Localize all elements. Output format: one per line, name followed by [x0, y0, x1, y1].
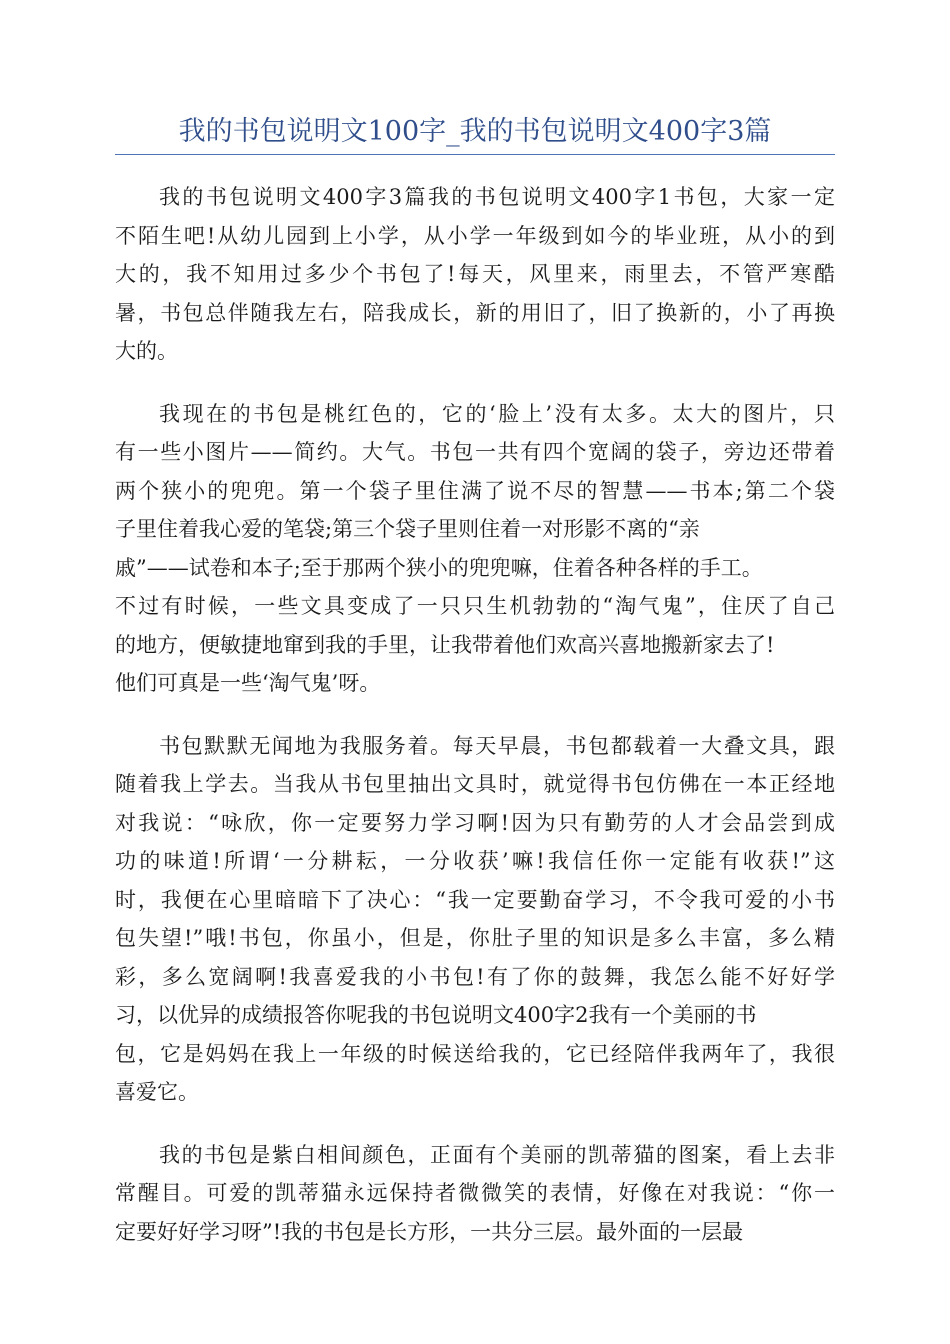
paragraph-3: [115, 727, 835, 1112]
text-line: 时，我便在心里暗暗下了决心：“我一定要勤奋学习，不令我可爱的小书: [115, 887, 835, 912]
document-body: [115, 178, 835, 1275]
text-line: 我的书包说明文400字3篇我的书包说明文400字1书包，大家一定: [159, 185, 835, 209]
text-line: 常醒目。可爱的凯蒂猫永远保持者微微笑的表情，好像在对我说：“你一: [115, 1181, 835, 1205]
text-line: 我的书包是紫白相间颜色，正面有个美丽的凯蒂猫的图案，看上去非: [159, 1142, 835, 1167]
text-line: 子里住着我心爱的笔袋;第三个袋子里则住着一对形影不离的“亲: [115, 517, 700, 541]
text-line: 随着我上学去。当我从书包里抽出文具时，就觉得书包仿佛在一本正经地: [115, 772, 835, 796]
paragraph-4: [115, 1136, 835, 1252]
text-line: 习，以优异的成绩报答你呢我的书包说明文400字2我有一个美丽的书: [115, 1003, 757, 1027]
text-line: 不陌生吧!从幼儿园到上小学，从小学一年级到如今的毕业班，从小的到: [115, 223, 835, 248]
text-line: 大的，我不知用过多少个书包了!每天，风里来，雨里去，不管严寒酷: [115, 262, 835, 286]
text-line: 包失望!”哦!书包，你虽小，但是，你肚子里的知识是多么丰富，多么精: [115, 926, 835, 950]
text-line: 的地方，便敏捷地窜到我的手里，让我带着他们欢高兴喜地搬新家去了!: [115, 632, 775, 657]
text-line: 有一些小图片——简约。大气。书包一共有四个宽阔的袋子，旁边还带着: [115, 440, 835, 464]
text-line: 定要好好学习呀”!我的书包是长方形，一共分三层。最外面的一层最: [115, 1219, 744, 1244]
text-line: 书包默默无闻地为我服务着。每天早晨，书包都载着一大叠文具，跟: [159, 733, 835, 758]
paragraph-2: [115, 395, 835, 703]
text-line: 对我说：“咏欣，你一定要努力学习啊!因为只有勤劳的人才会品尝到成: [115, 810, 835, 835]
paragraph-1: [115, 178, 835, 371]
text-line: 两个狭小的兜兜。第一个袋子里住满了说不尽的智慧——书本;第二个袋: [115, 478, 835, 503]
text-line: 我现在的书包是桃红色的，它的‘脸上’没有太多。太大的图片，只: [159, 401, 835, 426]
document-title: 我的书包说明文100字_我的书包说明文400字3篇: [178, 116, 772, 147]
text-line: 彩，多么宽阔啊!我喜爱我的小书包!有了你的鼓舞，我怎么能不好好学: [115, 964, 835, 989]
text-line: 他们可真是一些‘淘气鬼’呀。: [115, 671, 381, 695]
text-line: 不过有时候，一些文具变成了一只只生机勃勃的“淘气鬼”，住厌了自己: [115, 594, 835, 618]
text-line: 功的味道!所谓‘一分耕耘，一分收获’嘛!我信任你一定能有收获!”这: [115, 849, 835, 873]
text-line: 大的。: [115, 339, 178, 363]
text-line: 喜爱它。: [115, 1080, 199, 1104]
text-line: 暑，书包总伴随我左右，陪我成长，新的用旧了，旧了换新的，小了再换: [115, 300, 835, 325]
text-line: 包，它是妈妈在我上一年级的时候送给我的，它已经陪伴我两年了，我很: [115, 1041, 835, 1066]
title-underline: [115, 154, 835, 155]
text-line: 戚”——试卷和本子;至于那两个狭小的兜兜嘛，住着各种各样的手工。: [115, 555, 763, 580]
